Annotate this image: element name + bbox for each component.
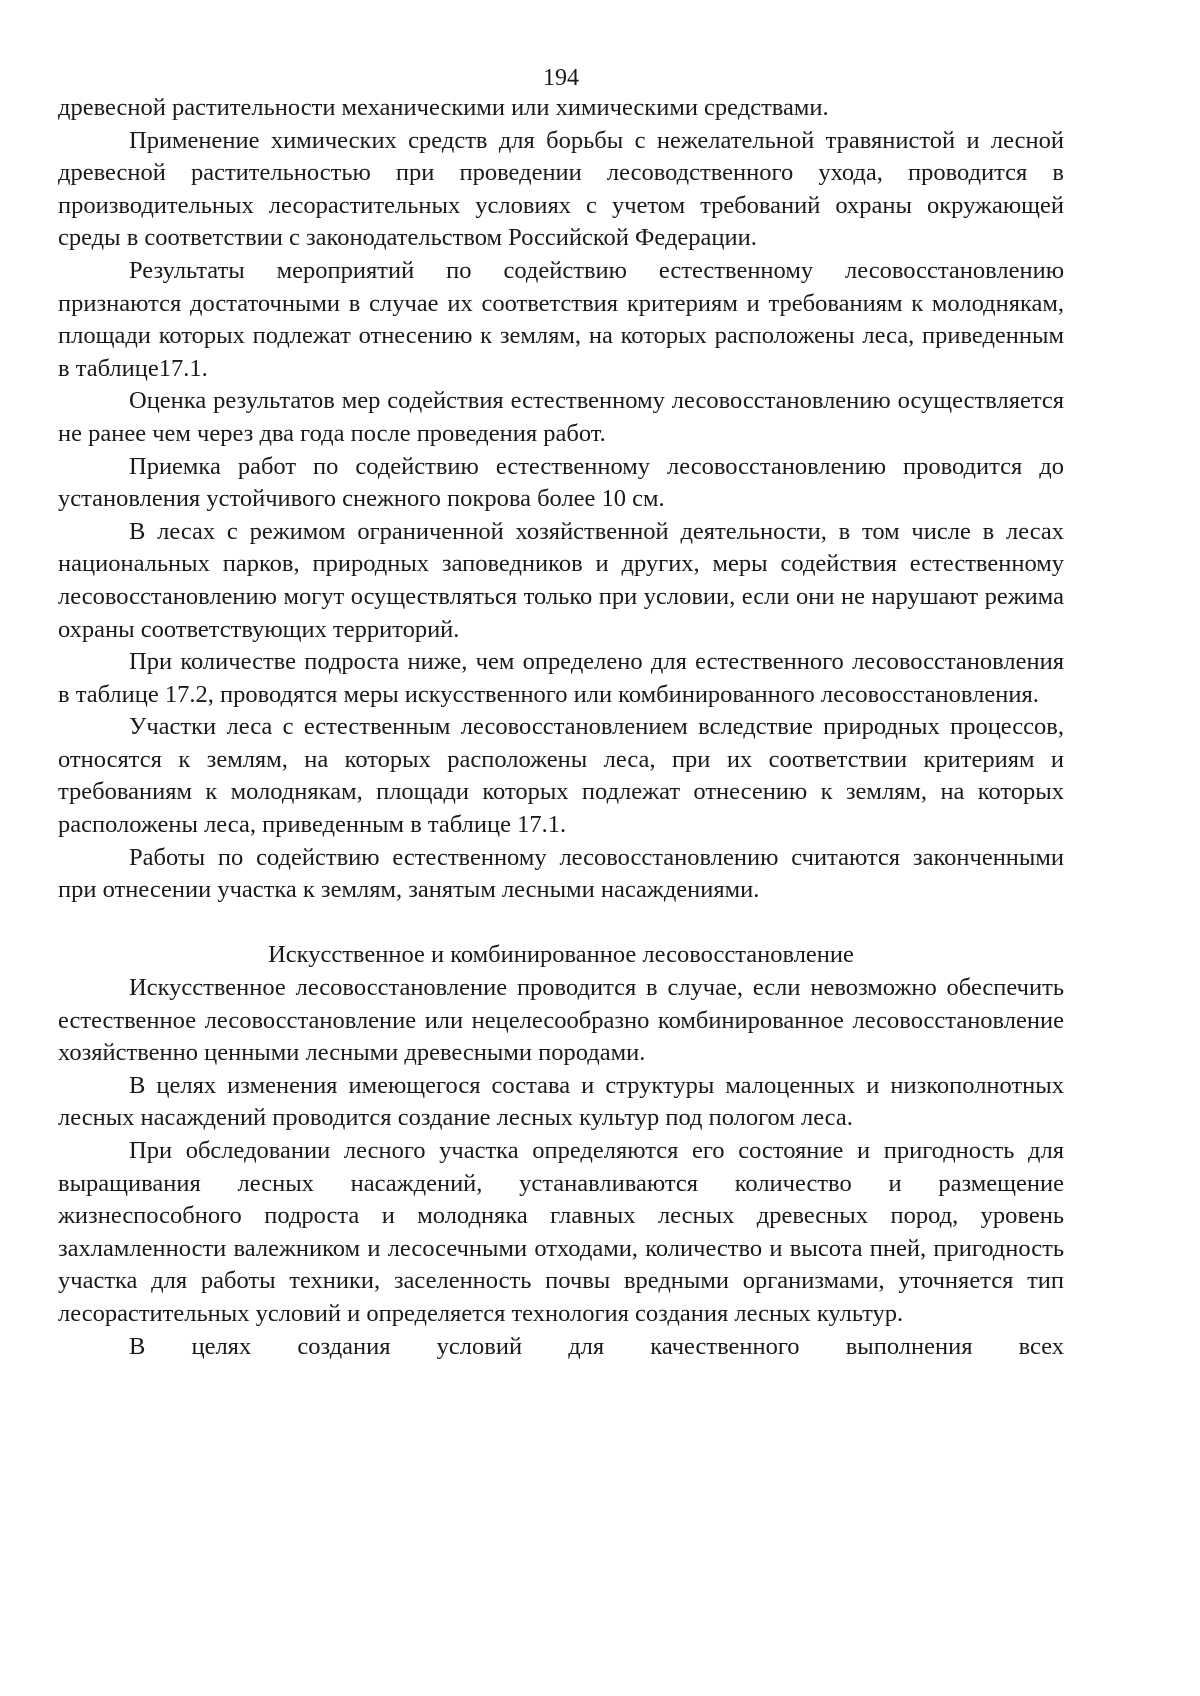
paragraph: При обследовании лесного участка определяются его состояние и пригодность для выращивания лесных насаждений, устанавливаются количество и размещение жизнеспособного подроста и молодняка главных лесных древесных пород, уровень захламленности валежником и лесосечными отходами, количество и высота пней, пригодность участка для работы техники, заселенность почвы вредными организмами, уточняется тип лесорастительных условий и определяется технология создания лесных культур. [58, 1137, 1064, 1327]
body-text-before-heading [58, 92, 1064, 907]
paragraph: В лесах с режимом ограниченной хозяйственной деятельности, в том числе в лесах национальных парков, природных заповедников и других, меры содействия естественному лесовосстановлению могут осуществляться только при условии, если они не нарушают режима охраны соответствующих территорий. [58, 517, 1064, 643]
paragraph: Результаты мероприятий по содействию естественному лесовосстановлению признаются достаточными в случае их соответствия критериям и требованиям к молоднякам, площади которых подлежат отнесению к землям, на которых расположены леса, приведенным в таблице17.1. [58, 256, 1064, 382]
paragraph: Участки леса с естественным лесовосстановлением вследствие природных процессов, относятся к землям, на которых расположены леса, при их соответствии критериям и требованиям к молоднякам, площади которых подлежат отнесению к землям, на которых расположены леса, приведенным в таблице 17.1. [58, 713, 1064, 839]
paragraph: Приемка работ по содействию естественному лесовосстановлению проводится до установления устойчивого снежного покрова более 10 см. [58, 452, 1064, 513]
document-page [58, 62, 1064, 1363]
paragraph: Применение химических средств для борьбы с нежелательной травянистой и лесной древесной растительностью при проведении лесоводственного ухода, проводится в производительных лесорастительных условиях с учетом требований охраны окружающей среды в соответствии с законодательством Российской Федерации. [58, 126, 1064, 252]
paragraph-last: В целях создания условий для качественного выполнения всех [129, 1332, 1064, 1360]
paragraph: Оценка результатов мер содействия естественному лесовосстановлению осуществляется не ранее чем через два года после проведения работ. [58, 387, 1064, 447]
paragraph: древесной растительности механическими или химическими средствами. [58, 94, 829, 121]
paragraph: В целях изменения имеющегося состава и структуры малоценных и низкополнотных лесных насаждений проводится создание лесных культур под пологом леса. [58, 1071, 1064, 1132]
section-heading: Искусственное и комбинированное лесовосстановление [268, 941, 854, 969]
body-text-after-heading [58, 972, 1064, 1363]
paragraph: Работы по содействию естественному лесовосстановлению считаются законченными при отнесении участка к землям, занятым лесными насаждениями. [58, 843, 1064, 904]
paragraph: При количестве подроста ниже, чем определено для естественного лесовосстановления в таблице 17.2, проводятся меры искусственного или комбинированного лесовосстановления. [58, 648, 1064, 708]
blank-line [58, 907, 1064, 940]
paragraph: Искусственное лесовосстановление проводится в случае, если невозможно обеспечить естественное лесовосстановление или нецелесообразно комбинированное лесовосстановление хозяйственно ценными лесными древесными породами. [58, 974, 1064, 1067]
page-number: 194 [543, 65, 579, 91]
